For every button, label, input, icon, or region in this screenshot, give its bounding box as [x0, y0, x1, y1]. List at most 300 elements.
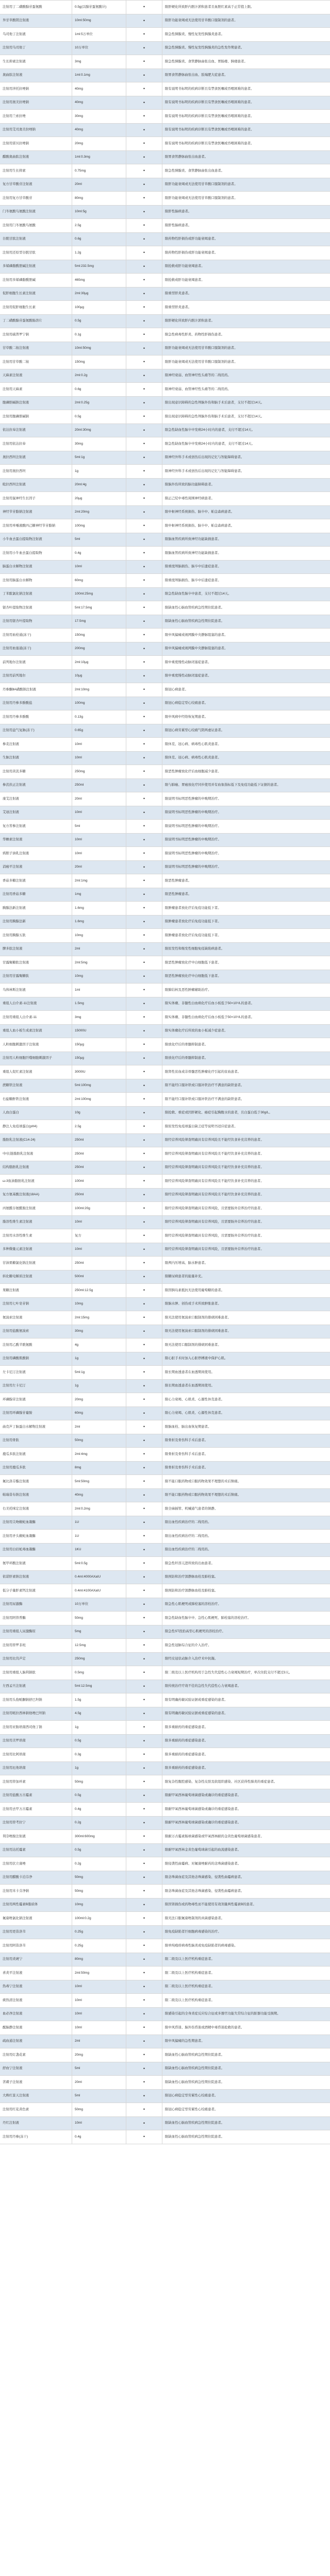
restriction-note: 限颅内压增高、脑水肿患者。 [165, 1261, 208, 1265]
table-row [0, 902, 330, 916]
drug-spec: 1g [72, 1721, 126, 1734]
restriction-note: 限说明书标明恶性肿瘤的中晚期治疗。 [165, 838, 221, 842]
table-row [0, 1, 330, 14]
drug-spec: 1ml:5万单位 [72, 28, 126, 41]
restriction-note: 限肿瘤患者放化疗后免疫功能低下者。 [165, 906, 221, 910]
drug-spec: 80mg [72, 192, 126, 205]
marker-dot: • [126, 1584, 162, 1598]
marker-dot: • [126, 574, 162, 587]
marker-dot: • [126, 683, 162, 697]
marker-dot: • [126, 997, 162, 1011]
drug-name: 注射用艾司奥美拉唑钠 [0, 124, 72, 137]
restriction-note: 限经营养风险筛查明确具有营养风险，且需要肠外营养治疗的患者。 [165, 1233, 264, 1238]
restriction-note: 限抢救或肝功能衰竭患者。 [165, 264, 205, 268]
drug-spec: 5ml:17.5mg [72, 601, 126, 615]
table-row [0, 355, 330, 369]
drug-name: 参芪扶正注射液 [0, 779, 72, 792]
drug-spec: 0.6g [72, 233, 126, 246]
drug-spec: 10ml [72, 1216, 126, 1229]
restriction-note: 限有说明书标明的疾病诊断且有禁食医嘱或吞咽困难的患者。 [165, 141, 254, 145]
drug-name: 异甘草酸镁注射液 [0, 14, 72, 28]
marker-dot: • [126, 2021, 162, 2035]
drug-name: 注射用胸腺法新 [0, 916, 72, 929]
table-row [0, 1161, 330, 1175]
drug-spec: 50mg [72, 1871, 126, 1885]
drug-name: 注射用益气复脉(冻干) [0, 724, 72, 738]
drug-name: 注射用丁二磺酸腺苷蛋氨酸 [0, 1, 72, 14]
drug-spec: 2ml:0.25g [72, 397, 126, 410]
table-row [0, 2117, 330, 2131]
table-row [0, 1189, 330, 1202]
table-row [0, 1967, 330, 1980]
drug-name: 注射用前列地尔 [0, 670, 72, 683]
drug-spec: 10ml [72, 1243, 126, 1257]
table-row [0, 547, 330, 561]
table-row [0, 1871, 330, 1885]
restriction-note: 限念珠菌血症及其他念珠菌感染、侵袭性曲霉病患者。 [165, 1875, 244, 1879]
marker-dot: • [126, 1025, 162, 1038]
drug-spec: 250ml [72, 1257, 126, 1270]
marker-dot: • [126, 1857, 162, 1871]
drug-spec: 10万单位 [72, 42, 126, 55]
drug-name: 注射用复方甘草酸苷 [0, 192, 72, 205]
table-row [0, 1298, 330, 1312]
marker-dot: • [126, 1257, 162, 1270]
drug-name: 人血白蛋白 [0, 1107, 72, 1120]
table-row [0, 1338, 330, 1352]
drug-spec: 3mg [72, 1011, 126, 1024]
table-row [0, 178, 330, 192]
drug-spec: 2ml:0.2mg [72, 1502, 126, 1516]
table-row [0, 874, 330, 888]
table-row [0, 287, 330, 301]
drug-name: 注射用重组人白介素-11 [0, 1011, 72, 1024]
drug-name: 注射用矛头蝮蛇血凝酶 [0, 1530, 72, 1543]
drug-spec: 50mg [72, 1775, 126, 1789]
marker-dot: • [126, 697, 162, 710]
table-row [0, 1748, 330, 1762]
marker-dot: • [126, 1980, 162, 1994]
drug-name: 注射用灯盏花素 [0, 2048, 72, 2062]
drug-name: 注射用人粒细胞巨噬细胞刺激因子 [0, 1052, 72, 1065]
restriction-note: 限恶性肿瘤放化疗后血细胞减少患者。 [165, 769, 221, 773]
restriction-note: 限说明书标明恶性肿瘤的中晚期治疗。 [165, 796, 221, 801]
restriction-note: 限经皮冠状动脉介入治疗术中抗凝。 [165, 1657, 218, 1661]
restriction-note: 限二级及以上医疗机构重症患者。 [165, 1971, 214, 1975]
drug-spec: 40mg [72, 96, 126, 110]
drug-spec: 100mg [72, 697, 126, 710]
marker-dot: • [126, 1721, 162, 1734]
drug-spec: 2ml:10mg [72, 683, 126, 697]
drug-spec: 60mg [72, 574, 126, 587]
table-row [0, 1025, 330, 1039]
table-row [0, 956, 330, 970]
table-row [0, 888, 330, 902]
marker-dot: • [126, 1571, 162, 1584]
drug-name: 小牛血去蛋白提取物注射液 [0, 533, 72, 547]
restriction-note: 限二级及以上医疗机构重症患者。 [165, 1998, 214, 2002]
drug-spec: 40mg [72, 124, 126, 137]
drug-name: 注射用红花黄色素 [0, 2103, 72, 2116]
drug-spec: 1.5g [72, 1693, 126, 1707]
marker-dot: • [126, 601, 162, 615]
restriction-note: 限急性纤溶亢进所致的出血患者。 [165, 1561, 214, 1565]
restriction-note: 限恶性肿瘤患者。 [165, 878, 192, 883]
drug-spec: 0.4g [72, 547, 126, 560]
restriction-note: 限经营养风险筛查明确具有营养风险，且需要肠外营养治疗的患者。 [165, 1247, 264, 1251]
drug-name: 乌司他丁注射液 [0, 28, 72, 41]
drug-name: 注射用胞磷胆碱钠 [0, 410, 72, 423]
drug-spec: 60mg [72, 1407, 126, 1420]
drug-spec: 10ml [72, 2021, 126, 2035]
table-row [0, 629, 330, 642]
table-row [0, 506, 330, 520]
restriction-note: 限缺血性心脑血管疾病急性期住院患者。 [165, 2134, 225, 2139]
table-row [0, 970, 330, 984]
restriction-note: 限经营养风险筛查明确具有营养风险，且需要肠外营养治疗的患者。 [165, 1206, 264, 1210]
marker-dot: • [126, 424, 162, 437]
table-row [0, 533, 330, 547]
drug-name: 帕瑞昔布钠注射液 [0, 1489, 72, 1502]
restriction-note: 限耐甲氧西林金黄色葡萄球菌引起的血流感染患者。 [165, 1848, 241, 1852]
drug-spec: 1.6mg [72, 916, 126, 929]
restriction-note: 限急性病毒性肝炎、药物性肝损伤患者。 [165, 332, 225, 336]
table-row [0, 1516, 330, 1530]
drug-name: 神经节苷脂钠注射液 [0, 506, 72, 519]
drug-spec: 2ml:1mg [72, 874, 126, 888]
restriction-note: 限无法使用氨溴索口服制剂的排痰困难患者。 [165, 1329, 231, 1333]
drug-spec: 5ml:100mg [72, 1079, 126, 1093]
marker-dot: • [126, 1393, 162, 1406]
table-row [0, 2103, 330, 2117]
drug-name: 低分子量肝素钙注射液 [0, 1584, 72, 1598]
table-row [0, 1107, 330, 1121]
marker-dot: • [126, 110, 162, 123]
restriction-note: 限休克、冠心病、病毒性心肌炎患者。 [165, 756, 221, 760]
restriction-note: 限神经衰弱、血管神经性头痛等的二线用药。 [165, 387, 231, 391]
drug-spec: 10万单位 [72, 1598, 126, 1612]
restriction-note: 限不能经口服补铁或口服补铁治疗不满意的缺铁患者。 [165, 1097, 244, 1101]
drug-name: 疏血通注射液 [0, 2035, 72, 2048]
marker-dot: • [126, 246, 162, 260]
drug-spec: 5ml:0.5g [72, 1557, 126, 1570]
marker-dot: • [126, 984, 162, 997]
table-row [0, 1693, 330, 1707]
marker-dot: • [126, 2103, 162, 2116]
table-row [0, 369, 330, 383]
restriction-note: 限恶性肿瘤放化疗中白细胞低下患者。 [165, 960, 221, 964]
restriction-note: 限出现意识障碍的急性颅脑外伤和脑手术后患者，支付不超过14天。 [165, 414, 265, 418]
restriction-note: 限抢救、重症或因肝硬化、癌症引起胸腹水的患者，且白蛋白低于30g/L。 [165, 1111, 272, 1115]
drug-spec: 10mg [72, 970, 126, 984]
marker-dot: • [126, 519, 162, 533]
drug-name: 脂溶性维生素注射液 [0, 1216, 72, 1229]
marker-dot: • [126, 2090, 162, 2103]
drug-spec: 250ml [72, 1161, 126, 1175]
drug-name: 注射用哌拉西林钠他唑巴坦钠 [0, 1707, 72, 1721]
table-row [0, 1448, 330, 1462]
table-row [0, 1393, 330, 1407]
drug-spec: 500ml [72, 1270, 126, 1284]
marker-dot: • [126, 2048, 162, 2062]
table-row [0, 1462, 330, 1476]
table-row [0, 124, 330, 138]
drug-spec: 20ml [72, 792, 126, 806]
marker-dot: • [126, 888, 162, 902]
marker-dot: • [126, 861, 162, 874]
marker-dot: • [126, 1052, 162, 1065]
restriction-note: 限胃食管静脉曲张出血、肢端肥大症患者。 [165, 73, 228, 77]
table-row [0, 1407, 330, 1421]
marker-dot: • [126, 1352, 162, 1366]
restriction-note: 限骨折及骨伤科手术后患者。 [165, 1438, 208, 1443]
drug-spec: 0.75mg [72, 164, 126, 178]
table-row [0, 1899, 330, 1912]
table-row [0, 260, 330, 274]
marker-dot: • [126, 1612, 162, 1625]
drug-spec: 2.5g [72, 219, 126, 232]
marker-dot: • [126, 1270, 162, 1284]
drug-spec: 10ml [72, 834, 126, 847]
drug-name: 注射用脑蛋白水解物 [0, 574, 72, 587]
restriction-note: 限感染引起的全身炎症反应综合征或多器官功能失常综合征的脏器功能受损期。 [165, 2012, 280, 2016]
marker-dot: • [126, 287, 162, 301]
table-row [0, 1817, 330, 1831]
drug-spec: 0.5g(以腺苷蛋氨酸计) [72, 1, 126, 14]
marker-dot: • [126, 451, 162, 465]
drug-name: 促肝细胞生长素注射液 [0, 287, 72, 301]
marker-dot: • [126, 164, 162, 178]
table-row [0, 1544, 330, 1557]
restriction-note: 限肝功能衰竭或无法使用甘草酸口服制剂的患者。 [165, 19, 238, 23]
table-row [0, 847, 330, 861]
table-row [0, 1270, 330, 1284]
marker-dot: • [126, 178, 162, 192]
marker-dot: • [126, 1926, 162, 1939]
restriction-note: 限有明确药敏试验证据或重症感染的患者。 [165, 1711, 228, 1716]
drug-spec: 100mg [72, 519, 126, 533]
marker-dot: • [126, 1680, 162, 1693]
restriction-note: 限肿瘤患者放化疗后免疫功能低下者。 [165, 933, 221, 937]
restriction-note: 限不能经口服补铁或口服补铁治疗不满意的缺铁患者。 [165, 1083, 244, 1088]
drug-spec: 40mg [72, 1489, 126, 1502]
table-row [0, 806, 330, 820]
marker-dot: • [126, 1693, 162, 1707]
drug-spec: 2ml [72, 1420, 126, 1434]
table-row [0, 519, 330, 533]
marker-dot: • [126, 2035, 162, 2048]
marker-dot: • [126, 274, 162, 287]
drug-spec: 50mg [72, 1434, 126, 1448]
marker-dot: • [126, 710, 162, 724]
drug-spec: 10g [72, 1107, 126, 1120]
drug-spec: 10ml:50mg [72, 342, 126, 355]
drug-spec: 5ml:12.5mg [72, 1680, 126, 1693]
marker-dot: • [126, 1967, 162, 1980]
marker-dot: • [126, 1899, 162, 1912]
drug-name: 注射用尿激酶 [0, 1598, 72, 1612]
drug-spec: 0.5g [72, 1844, 126, 1857]
marker-dot: • [126, 1038, 162, 1052]
restriction-note: 限预防和治疗深静脉血栓及肺栓塞。 [165, 1575, 218, 1579]
restriction-note: 限侵袭性曲霉病、对氟康唑耐药的念珠菌感染患者。 [165, 1861, 241, 1866]
drug-name: 注射用伏立康唑 [0, 1857, 72, 1871]
table-row [0, 96, 330, 110]
marker-dot: • [126, 1189, 162, 1202]
marker-dot: • [126, 2130, 162, 2144]
drug-spec: 20ml:4g [72, 479, 126, 492]
drug-name: 注射用血塞通(冻干) [0, 642, 72, 656]
drug-name: 注射用硫普罗宁钠 [0, 328, 72, 342]
restriction-note: 限心力衰竭、心肌炎、心源性休克患者。 [165, 1411, 225, 1415]
marker-dot: • [126, 137, 162, 150]
drug-name: 痰热清注射液 [0, 1994, 72, 2007]
table-row [0, 574, 330, 588]
marker-dot: • [126, 2008, 162, 2021]
drug-spec: 10ml [72, 561, 126, 574]
drug-spec: 10ml [72, 806, 126, 820]
restriction-note: 限急性缺血性脑卒中患者，支付不超过14天。 [165, 592, 232, 596]
restriction-note: 限放化疗后的骨髓抑制患者。 [165, 1042, 208, 1046]
marker-dot: • [126, 970, 162, 984]
drug-name: 醒脑静注射液 [0, 2021, 72, 2035]
drug-name: 注射用丹参多酚酸 [0, 710, 72, 724]
drug-name: 注射用亚胺培南西司他丁钠 [0, 1721, 72, 1734]
restriction-note: 限全麻插管、机械通气患者的镇静。 [165, 1506, 218, 1511]
restriction-note: 限因肾损伤或药物毒性而不能使用有效剂量两性霉素B的患者。 [165, 1903, 256, 1907]
restriction-note: 限脑水肿、创伤或手术所致肿胀患者。 [165, 1302, 221, 1306]
table-row [0, 1775, 330, 1789]
drug-spec: 20μg [72, 492, 126, 505]
drug-spec: 1ml:0.3mg [72, 151, 126, 164]
table-row [0, 110, 330, 124]
drug-spec: 0.4g [72, 1803, 126, 1816]
marker-dot: • [126, 1707, 162, 1721]
marker-dot: • [126, 1844, 162, 1857]
table-row [0, 1625, 330, 1639]
drug-name: 注射用奥美拉唑钠 [0, 96, 72, 110]
drug-name: 静注人免疫球蛋白(pH4) [0, 1120, 72, 1133]
drug-spec: 10ml [72, 2117, 126, 2130]
table-row [0, 1216, 330, 1230]
restriction-note: 限出血性疾病治疗的二线用药。 [165, 1534, 211, 1538]
table-row [0, 943, 330, 957]
marker-dot: • [126, 806, 162, 820]
drug-spec: 1.6mg [72, 902, 126, 915]
table-row [0, 861, 330, 875]
restriction-note: 限中风偏瘫或视网膜中央静脉阻塞的患者。 [165, 647, 228, 651]
table-row [0, 1434, 330, 1448]
restriction-note: 限急性ST段抬高型心肌梗死的溶栓治疗。 [165, 1630, 225, 1634]
drug-name: 注射用泮托拉唑钠 [0, 82, 72, 96]
drug-name: 丹参酮ⅡA磺酸钠注射液 [0, 683, 72, 697]
table-row [0, 1571, 330, 1585]
restriction-note: 限经营养风险筛查明确具有营养风险且不能经饮食补充营养的患者。 [165, 1165, 264, 1170]
table-row [0, 1994, 330, 2008]
marker-dot: • [126, 1284, 162, 1297]
drug-spec: 20mg [72, 1393, 126, 1406]
table-row [0, 710, 330, 724]
restriction-note: 限急性胰腺炎、食管静脉曲张出血、胃肠瘘、胰瘘患者。 [165, 59, 248, 63]
drug-name: 注射用替加环素 [0, 1775, 72, 1789]
marker-dot: • [126, 1420, 162, 1434]
marker-dot: • [126, 943, 162, 956]
restriction-note: 限原发性和继发性细胞免疫缺陷病患者。 [165, 947, 225, 951]
drug-name: 生脉注射液 [0, 752, 72, 765]
table-row [0, 1584, 330, 1598]
drug-name: 门冬氨酸鸟氨酸注射液 [0, 206, 72, 219]
restriction-note: 限出血性疾病治疗的二线用药。 [165, 1548, 211, 1552]
restriction-note: 限缺血性心脑血管疾病急性期住院患者。 [165, 2066, 225, 2071]
restriction-note: 限原发性免疫球蛋白缺乏症等说明书适应症患者。 [165, 1124, 238, 1128]
restriction-note: 限念珠菌血症及其他念珠菌感染、侵袭性曲霉病患者。 [165, 1889, 244, 1893]
marker-dot: • [126, 834, 162, 847]
drug-name: 复方氨基酸注射液(18AA) [0, 1189, 72, 1202]
restriction-note: 限长期血透患者在血透期间使用。 [165, 1370, 214, 1374]
table-row [0, 1038, 330, 1052]
table-row [0, 192, 330, 206]
drug-name: 注射用阿替普酶 [0, 1612, 72, 1625]
table-row [0, 206, 330, 219]
table-row [0, 342, 330, 356]
marker-dot: • [126, 1516, 162, 1530]
drug-name: 人粒细胞刺激因子注射液 [0, 1038, 72, 1052]
restriction-note: 限中风偏瘫或视网膜中央静脉阻塞的患者。 [165, 633, 228, 637]
drug-name: 转化糖电解质注射液 [0, 1270, 72, 1284]
table-row [0, 328, 330, 342]
marker-dot: • [126, 206, 162, 219]
restriction-note: 限传统治疗疗效不佳的急性失代偿性心力衰竭患者。 [165, 1684, 241, 1688]
drug-name: 注射用盐酸万古霉素 [0, 1789, 72, 1803]
drug-spec: 0.2g [72, 1817, 126, 1830]
drug-name: 丁二磺酸腺苷蛋氨酸肠溶片 [0, 315, 72, 328]
table-row [0, 42, 330, 56]
table-row [0, 588, 330, 602]
drug-spec: 8mg [72, 1462, 126, 1475]
drug-name: 注射用替考拉宁 [0, 1817, 72, 1830]
table-row [0, 437, 330, 451]
drug-name: 依诺肝素钠注射液 [0, 1571, 72, 1584]
table-row [0, 2090, 330, 2104]
marker-dot: • [126, 1789, 162, 1803]
drug-spec: 100μg [72, 301, 126, 314]
drug-spec: 465mg [72, 274, 126, 287]
drug-name: 甘油果糖氯化钠注射液 [0, 1257, 72, 1270]
restriction-note: 限不能口服药物或口服药物效果不理想的术后镇痛。 [165, 1493, 241, 1497]
table-row [0, 1598, 330, 1612]
marker-dot: • [126, 1, 162, 14]
restriction-note: 限中风病中经络恢复期患者。 [165, 715, 208, 719]
drug-spec: 20ml [72, 861, 126, 874]
drug-name: 注射用盐酸氨溴索 [0, 1325, 72, 1338]
drug-spec: 1g [72, 1762, 126, 1775]
restriction-note: 限正己烷中毒性周围神经病患者。 [165, 496, 214, 500]
table-row [0, 2130, 330, 2144]
table-row [0, 792, 330, 806]
drug-name: 大株红景天注射液 [0, 2090, 72, 2103]
table-row [0, 1857, 330, 1871]
drug-name: 甘草酸二铵注射液 [0, 342, 72, 355]
drug-spec: 2ml:20mg [72, 506, 126, 519]
marker-dot: • [126, 383, 162, 396]
marker-dot: • [126, 670, 162, 683]
restriction-note: 限肝功能衰竭或无法使用甘草酸口服制剂的患者。 [165, 196, 238, 200]
marker-dot: • [126, 1079, 162, 1093]
restriction-note: 限神经外科手术或创伤后出现的记忆与智能障碍患者。 [165, 455, 244, 460]
restriction-note: 限说明书标明恶性肿瘤的中晚期治疗。 [165, 865, 221, 869]
drug-spec: 3mg [72, 55, 126, 69]
marker-dot: • [126, 233, 162, 246]
